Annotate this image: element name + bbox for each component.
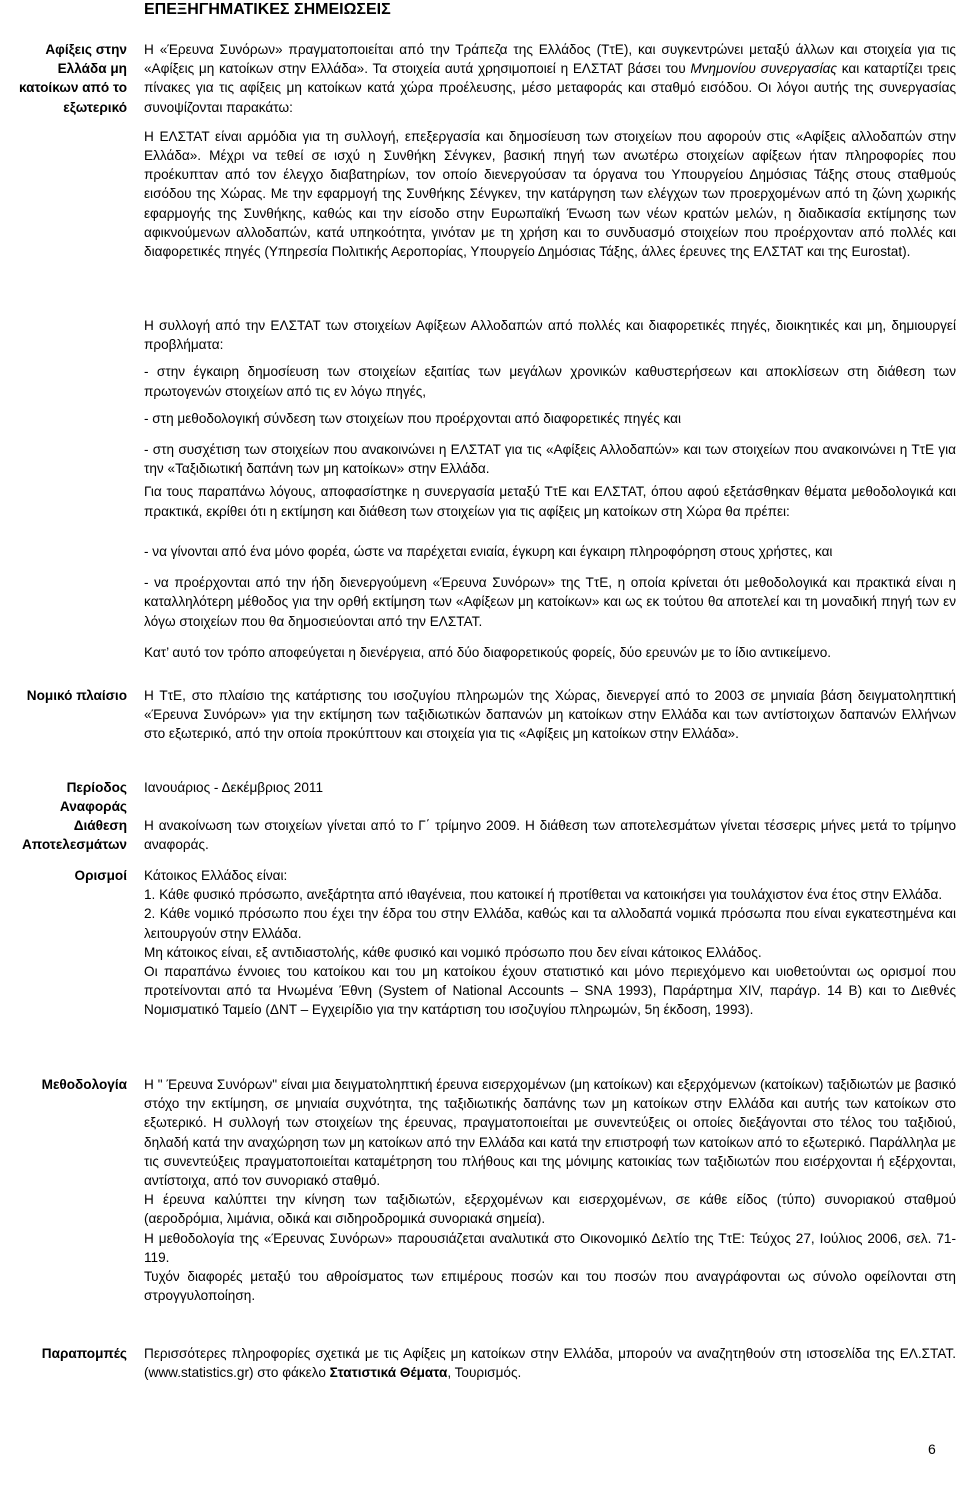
section-methodology xyxy=(144,1075,956,1305)
paragraph: Η ανακοίνωση των στοιχείων γίνεται από το Γ΄ τρίμηνο 2009. Η διάθεση των αποτελεσμάτων γίνεται τέσσερις μήνες μετά το τρίμηνο αναφοράς. xyxy=(144,818,956,853)
paragraph: Η ΕΛΣΤΑΤ είναι αρμόδια για τη συλλογή, επεξεργασία και δημοσίευση των στοιχείων που αφορούν στις «Αφίξεις αλλοδαπών στην Ελλάδα». Μέχρι να τεθεί σε ισχύ η Συνθήκη Σένγκεν, βασική πηγή των ανωτέρω στοιχείων αφίξεων ήταν πληροφορίες που προέκυπταν από τον έλεγχο διαβατηρίων, τον οποίο διενεργούσαν τα όργανα του Υπουργείου Δημόσιας Τάξης στους σταθμούς εισόδου της Χώρας. Με την εφαρμογή της Συνθήκης Σένγκεν, την κατάργηση των ελέγχων των προερχομένων από τη ζώνη χωρικής εφαρμογής της Συνθήκης, καθώς και την είσοδο στην Ευρωπαϊκή Ένωση των νέων κρατών μελών, η διαδικασία εκτίμησης των αφικνούμενων αλλοδαπών, κατά υπηκοότητα, γινόταν με τη χρήση και το συνδυασμό στοιχείων που προέρχονταν από πολλές και διαφορετικές πηγές (Υπηρεσία Πολιτικής Αεροπορίας, Υπουργείο Δημόσιας Τάξης, άλλες έρευνες της ΕΛΣΤΑΤ και της Eurostat). xyxy=(144,128,956,260)
section-arrivals-problems xyxy=(144,316,956,521)
section-label-legal: Νομικό πλαίσιο xyxy=(26,688,127,703)
section-release xyxy=(144,816,956,854)
paragraph: Περισσότερες πληροφορίες σχετικά με τις Αφίξεις μη κατοίκων στην Ελλάδα, μπορούν να αναζητηθούν στη ιστοσελίδα της ΕΛ.ΣΤΑΤ. (www.statistics.gr) στο φάκελο Στατιστικά Θέματα, Τουρισμός. xyxy=(144,1346,956,1381)
list-item: - στη μεθοδολογική σύνδεση των στοιχείων που προέρχονται από διαφορετικές πηγές και xyxy=(144,410,682,426)
list-item: 2. Κάθε νομικό πρόσωπο που έχει την έδρα του στην Ελλάδα, καθώς και τα αλλοδαπά νομικά πρόσωπα που είναι εγκατεστημένα και λειτουργούν στην Ελλάδα. xyxy=(144,906,956,941)
paragraph: Η μεθοδολογία της «Έρευνας Συνόρων» παρουσιάζεται αναλυτικά στο Οικονομικό Δελτίο της ΤτΕ: Τεύχος 27, Ιούλιος 2006, σελ. 71-119. xyxy=(144,1230,956,1265)
paragraph: Ιανουάριος - Δεκέμβριος 2011 xyxy=(144,780,324,795)
list-item: - να προέρχονται από την ήδη διενεργούμενη «Έρευνα Συνόρων» της ΤτΕ, η οποία κρίνεται ότι μεθοδολογικά και πρακτικά είναι η καταλληλότερη μέθοδος για την ορθή εκτίμηση των «Αφίξεων μη κατοίκων» και ως εκ τούτου θα αποτελεί και τη μοναδική πηγή των εν λόγω στοιχείων που θα δημοσιεύονται από την ΕΛΣΤΑΤ. xyxy=(144,575,956,629)
section-label-references: Παραπομπές xyxy=(41,1346,127,1361)
list-item: - να γίνονται από ένα μόνο φορέα, ώστε να παρέχεται ενιαία, έγκυρη και έγκαιρη πληροφόρηση στους χρήστες, και xyxy=(144,544,833,559)
paragraph: Οι παραπάνω έννοιες του κατοίκου και του μη κατοίκου έχουν στατιστικό και μόνο περιεχόμενο και υιοθετούνται ως ορισμοί που προτείνονται από τα Ηνωμένα Έθνη (System of National Accounts – SNA 1993), Παράρτημα XIV, παράγρ. 14 Β) και το Διεθνές Νομισματικό Ταμείο (ΔΝΤ – Εγχειρίδιο για την κατάρτιση του ισοζυγίου πληρωμών, 5η έκδοση, 1993). xyxy=(144,964,956,1018)
section-label-methodology: Μεθοδολογία xyxy=(41,1077,127,1092)
list-item: 1. Κάθε φυσικό πρόσωπο, ανεξάρτητα από ιθαγένεια, που κατοικεί ή προτίθεται να κατοικήσει για τουλάχιστον ένα έτος στην Ελλάδα. xyxy=(144,887,943,903)
section-label-release: Διάθεση Αποτελεσμάτων xyxy=(21,818,127,853)
paragraph: Η έρευνα καλύπτει την κίνηση των ταξιδιωτών, εξερχομένων και εισερχομένων, σε κάθε είδος (τύπο) συνοριακού σταθμού (αεροδρόμια, λιμάνια, οδικά και σιδηροδρομικά συνοριακά σημεία). xyxy=(144,1192,956,1227)
paragraph: Η " Έρευνα Συνόρων" είναι μια δειγματοληπτική έρευνα εισερχομένων (μη κατοίκων) και εξερχόμενων (κατοίκων) ταξιδιωτών με βασικό στόχο την εκτίμηση, σε μηνιαία συχνότητα, της ταξιδιωτικής δαπάνης των μη κατοίκων στην Ελλάδα και αυτής των κατοίκων στο εξωτερικό. Η συλλογή των στοιχείων της έρευνας, πραγματοποιείται με συνεντεύξεις οι οποίες διεξάγονται στο τέλος του ταξιδιού, δηλαδή κατά την αναχώρηση των μη κατοίκων από την Ελλάδα και κατά την επιστροφή των κατοίκων από το εξωτερικό. Παράλληλα με τις συνεντεύξεις πραγματοποιείται καταμέτρηση του πλήθους και της μόνιμης κατοικίας των ταξιδιωτών που εισέρχονται ή εξέρχονται, αντίστοιχα, από τον συνοριακό σταθμό. xyxy=(144,1077,956,1189)
page-number: 6 xyxy=(928,1441,936,1457)
section-label-definitions: Ορισμοί xyxy=(74,868,127,883)
paragraph: Μη κάτοικος είναι, εξ αντιδιαστολής, κάθε φυσικό και νομικό πρόσωπο που δεν είναι κάτοικος Ελλάδος. xyxy=(144,944,762,960)
paragraph: Κατ’ αυτό τον τρόπο αποφεύγεται η διενέργεια, από δύο διαφορετικούς φορείς, δύο ερευνών με το ίδιο αντικείμενο. xyxy=(144,644,832,660)
list-item: - στην έγκαιρη δημοσίευση των στοιχείων εξαιτίας των μεγάλων χρονικών καθυστερήσεων και αποκλίσεων στη διάθεση των πρωτογενών στοιχείων από τις εν λόγω πηγές, xyxy=(144,364,956,399)
section-period xyxy=(144,778,956,797)
section-legal xyxy=(144,686,956,744)
list-item: - στη συσχέτιση των στοιχείων που ανακοινώνει η ΕΛΣΤΑΤ για τις «Αφίξεις Αλλοδαπών» και των στοιχείων που ανακοινώνει η ΤτΕ για την «Ταξιδιωτική δαπάνη των μη κατοίκων» στην Ελλάδα. xyxy=(144,442,956,477)
section-references xyxy=(144,1344,956,1382)
page-title: ΕΠΕΞΗΓΗΜΑΤΙΚΕΣ ΣΗΜΕΙΩΣΕΙΣ xyxy=(144,1,391,18)
section-arrivals xyxy=(144,40,956,261)
paragraph: Κάτοικος Ελλάδος είναι: xyxy=(144,868,288,883)
paragraph: Για τους παραπάνω λόγους, αποφασίστηκε η συνεργασία μεταξύ ΤτΕ και ΕΛΣΤΑΤ, όπου αφού εξετάσθηκαν θέματα μεθοδολογικά και πρακτικά, εκρίθει ότι η εκτίμηση και διάθεση των στοιχείων για τις αφίξεις μη κατοίκων στη Χώρα θα πρέπει: xyxy=(144,484,956,519)
section-label-period: Περίοδος Αναφοράς xyxy=(59,780,127,815)
paragraph: Η ΤτΕ, στο πλαίσιο της κατάρτισης του ισοζυγίου πληρωμών της Χώρας, διενεργεί από το 2003 σε μηνιαία βάση δειγματοληπτική «Έρευνα Συνόρων» για την εκτίμηση των ταξιδιωτικών δαπανών μη κατοίκων στην Ελλάδα και των αντίστοιχων δαπανών Ελλήνων στο εξωτερικό, από την οποία προκύπτουν και στοιχεία για τις «Αφίξεις μη κατοίκων στην Ελλάδα». xyxy=(144,688,956,742)
paragraph: Η «Έρευνα Συνόρων» πραγματοποιείται από την Τράπεζα της Ελλάδος (ΤτΕ), και συγκεντρώνει μεταξύ άλλων και στοιχεία για τις «Αφίξεις μη κατοίκων στην Ελλάδα». Τα στοιχεία αυτά χρησιμοποιεί η ΕΛΣΤΑΤ βάσει του Μνημονίου συνεργασίας και καταρτίζει τρεις πίνακες για τις αφίξεις μη κατοίκων κατά χώρα προέλευσης, μέσο μεταφοράς και σταθμό εισόδου. Οι λόγοι αυτής της συνεργασίας συνοψίζονται παρακάτω: xyxy=(144,42,956,115)
paragraph: Τυχόν διαφορές μεταξύ του αθροίσματος των επιμέρους ποσών και του ποσών που αναγράφονται ως σύνολο οφείλονται στη στρογγυλοποίηση. xyxy=(144,1269,956,1304)
paragraph: Η συλλογή από την ΕΛΣΤΑΤ των στοιχείων Αφίξεων Αλλοδαπών από πολλές και διαφορετικές πηγές, διοικητικές και μη, δημιουργεί προβλήματα: xyxy=(144,318,956,353)
section-label-arrivals: Αφίξεις στην Ελλάδα μη κατοίκων από το εξωτερικό xyxy=(18,42,127,115)
section-definitions xyxy=(144,866,956,1020)
section-arrivals-requirements xyxy=(144,542,956,662)
